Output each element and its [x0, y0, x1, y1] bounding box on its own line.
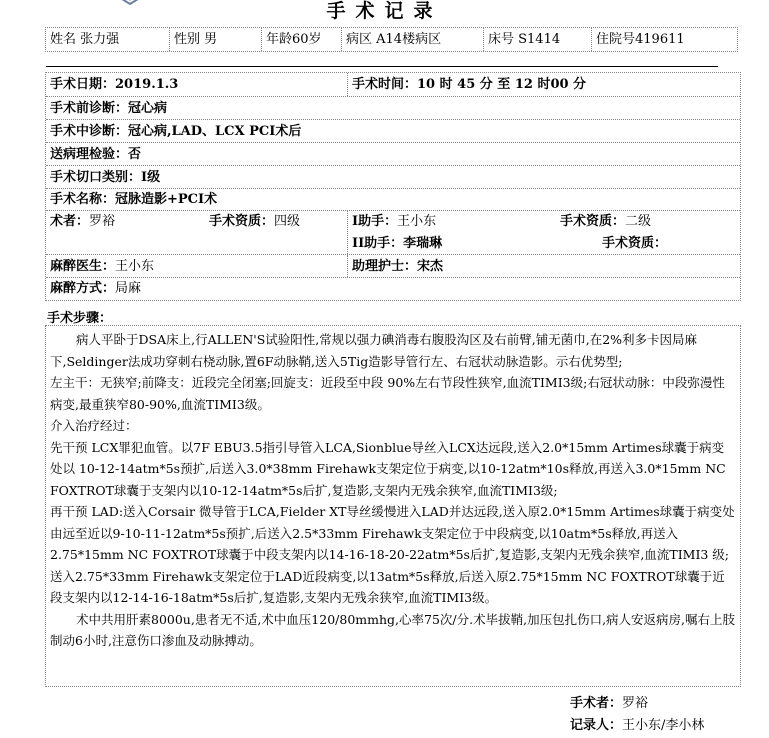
date-label: 手术日期：	[50, 77, 116, 92]
surgeon-value: 罗裕	[89, 214, 116, 229]
assistant2-qualification-label: 手术资质：	[602, 236, 668, 251]
row-date-time	[46, 73, 740, 97]
pathology-value: 否	[128, 147, 142, 162]
patient-name: 姓名 张力强	[46, 28, 170, 51]
row-pre-diagnosis	[46, 97, 740, 120]
footer-recorder-label: 记录人：	[570, 718, 623, 733]
surgeon-qualification-label: 手术资质：	[209, 214, 275, 229]
patient-sex: 性别 男	[170, 28, 262, 51]
operation-name-value: 冠脉造影+PCI术	[115, 192, 218, 207]
pre-diagnosis-value: 冠心病	[128, 101, 168, 116]
header-divider	[46, 66, 718, 67]
patient-age: 年龄60岁	[262, 28, 342, 51]
intra-diagnosis-value: 冠心病,LAD、LCX PCI术后	[128, 124, 302, 139]
anesthesia-nurse-value: 宋杰	[417, 259, 444, 274]
patient-ward: 病区 A14楼病区	[342, 28, 484, 51]
time-label: 手术时间：	[352, 77, 418, 92]
incision-value: I级	[141, 170, 161, 185]
intra-diagnosis-label: 手术中诊断：	[50, 124, 129, 139]
row-anesthesia-staff	[46, 255, 740, 278]
assistant2-label: II助手：	[352, 236, 404, 251]
anesthesia-method-label: 麻醉方式：	[50, 281, 116, 296]
assistant2-value: 李瑞琳	[403, 236, 443, 251]
surgery-steps	[45, 325, 741, 687]
anesthesia-nurse-label: 助理护士：	[352, 259, 418, 274]
assistant1-label: I助手：	[352, 214, 398, 229]
steps-paragraph: 介入治疗经过：	[50, 418, 138, 433]
patient-header	[45, 27, 738, 52]
pathology-label: 送病理检验：	[50, 147, 129, 162]
footer-surgeon-value: 罗裕	[622, 696, 649, 711]
time-value: 10 时 45 分 至 12 时00 分	[417, 77, 587, 92]
surgeon-qualification-value: 四级	[274, 214, 301, 229]
assistant1-qualification-label: 手术资质：	[560, 214, 626, 229]
incision-label: 手术切口类别：	[50, 170, 142, 185]
row-incision	[46, 166, 740, 189]
document-title: 手术记录	[326, 0, 443, 22]
patient-admission-no: 住院号419611	[596, 32, 685, 47]
steps-paragraph: 先干预 LCX罪犯血管。以7F EBU3.5指引导管入LCA,Sionblue导丝入LCX达远段,送入2.0*15mm Artimes球囊于病变处以 10-12-14atm*5s预扩,后送入3.0*38mm Firehawk支架定位于病变,以10-12atm*10s释放,再送入3.0*15mm NC FOXTROT球囊于支架内以10-12-14atm*5s后扩,复造影,支架内无残余狭窄,血流TIMI3级;	[50, 439, 726, 498]
anesthetist-label: 麻醉医生：	[50, 259, 116, 274]
assistant1-qualification-value: 二级	[625, 214, 652, 229]
row-operation-name	[46, 189, 740, 211]
pre-diagnosis-label: 手术前诊断：	[50, 101, 129, 116]
steps-paragraph: 病人平卧于DSA床上,行ALLEN'S试验阳性,常规以强力碘消毒右腹股沟区及右前臂,铺无菌巾,在2%利多卡因局麻下,Seldinger法成功穿刺右桡动脉,置6F动脉鞘,送入5Tig造影导管行左、右冠状动脉造影。示右优势型;	[50, 332, 698, 369]
row-pathology	[46, 143, 740, 166]
steps-label: 手术步骤：	[47, 311, 113, 326]
row-surgeons	[46, 211, 740, 255]
steps-paragraph: 左主干：无狭窄;前降支：近段完全闭塞;回旋支：近段至中段 90%左右节段性狭窄,血流TIMI3级;右冠状动脉：中段弥漫性病变,最重狭窄80-90%,血流TIMI3级。	[50, 375, 725, 412]
anesthetist-value: 王小东	[115, 259, 155, 274]
surgery-info-table	[45, 72, 741, 301]
footer-recorder-value: 王小东/李小林	[622, 718, 705, 733]
assistant1-value: 王小东	[397, 214, 437, 229]
row-anesthesia-method	[46, 278, 740, 300]
surgeon-label: 术者：	[50, 214, 90, 229]
anesthesia-method-value: 局麻	[115, 281, 142, 296]
footer-recorder	[570, 714, 704, 733]
operation-name-label: 手术名称：	[50, 192, 116, 207]
steps-paragraph: 术中共用肝素8000u,患者无不适,术中血压120/80mmhg,心率75次/分.术毕拔鞘,加压包扎伤口,病人安返病房,嘱右上肢制动6小时,注意伤口渗血及动脉搏动。	[50, 611, 736, 648]
footer-surgeon	[570, 692, 648, 711]
patient-bed: 床号 S1414	[484, 28, 592, 51]
steps-paragraph: 再干预 LAD:送入Corsair 微导管于LCA,Fielder XT导丝缓慢进入LAD并达远段,送入原2.0*15mm Artimes球囊于病变处由远至近以9-10-11-12atm*5s预扩,后送入2.5*33mm Firehawk支架定位于中段病变,以10atm*5s释放,再送入 2.75*15mm NC FOXTROT球囊于中段支架内以14-16-18-20-22atm*5s后扩,复造影,支架内无残余狭窄,血流TIMI3 级;送入2.75*33mm Firehawk支架定位于LAD近段病变,以13atm*5s释放,后送入原2.75*15mm NC FOXTROT球囊于近段支架内以12-14-16-18atm*5s后扩,复造影,支架内无残余狭窄,血流TIMI3级。	[50, 504, 735, 605]
row-intra-diagnosis	[46, 120, 740, 143]
date-value: 2019.1.3	[115, 77, 179, 92]
footer-surgeon-label: 手术者：	[570, 696, 623, 711]
